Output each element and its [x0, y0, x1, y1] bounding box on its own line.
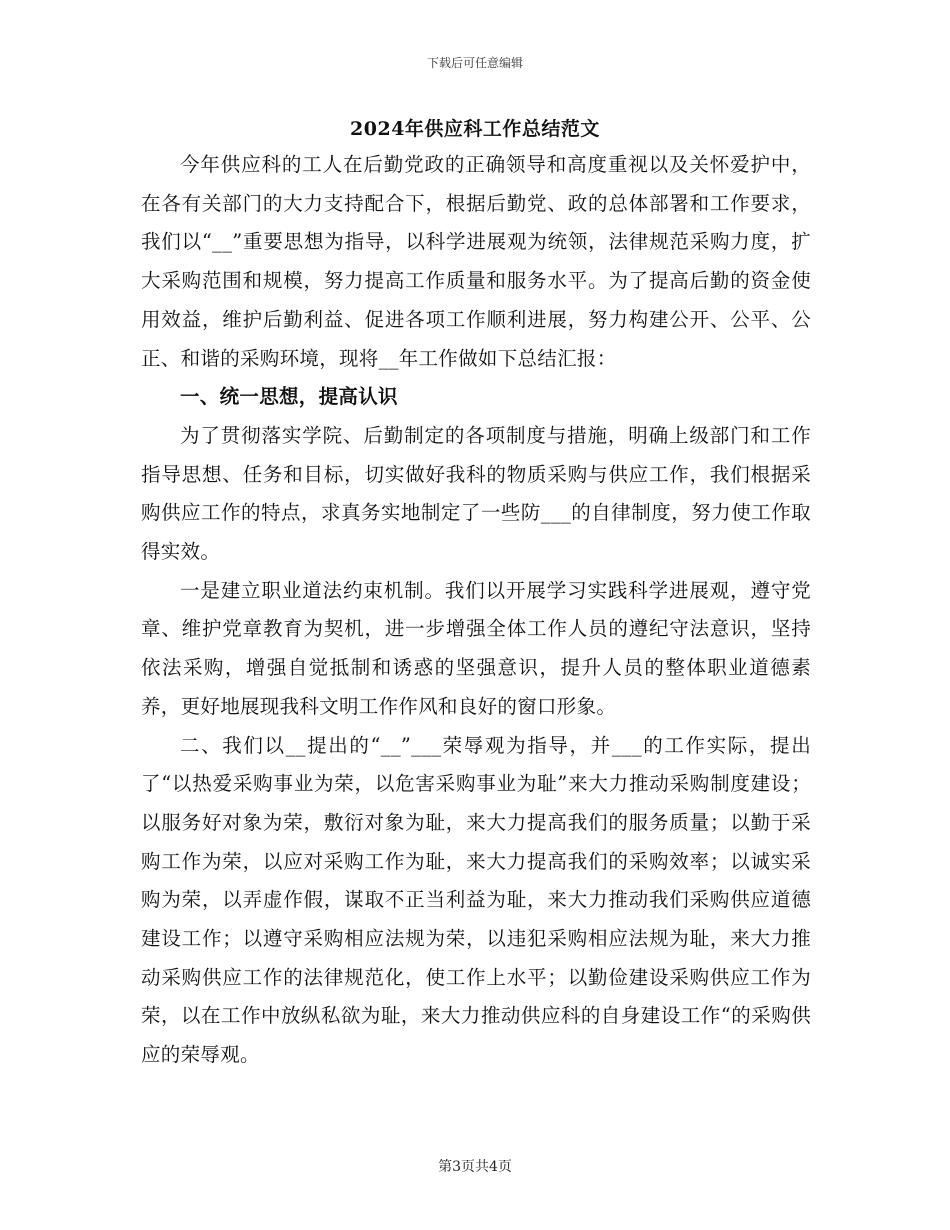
document-title: 2024年供应科工作总结范文: [350, 118, 600, 140]
paragraph-section1: 为了贯彻落实学院、后勤制定的各项制度与措施，明确上级部门和工作指导思想、任务和目标，切实做好我科的物质采购与供应工作，我们根据采购供应工作的特点，求真务实地制定了一些防___的自律制度，努力使工作取得实效。: [141, 423, 811, 564]
paragraph-intro: 今年供应科的工人在后勤党政的正确领导和高度重视以及关怀爱护中，在各有关部门的大力支持配合下，根据后勤党、政的总体部署和工作要求，我们以“__”重要思想为指导，以科学进展观为统领，法律规范采购力度，扩大采购范围和规模，努力提高工作质量和服务水平。为了提高后勤的资金使用效益，维护后勤利益、促进各项工作顺利进展，努力构建公开、公平、公正、和谐的采购环境，现将__年工作做如下总结汇报：: [141, 153, 811, 370]
paragraph-section2: 二、我们以__提出的“__”___荣辱观为指导，并___的工作实际，提出了“以热爱采购事业为荣，以危害采购事业为耻”来大力推动采购制度建设；以服务好对象为荣，敷衍对象为耻，来大力提高我们的服务质量；以勤于采购工作为荣，以应对采购工作为耻，来大力提高我们的采购效率；以诚实采购为荣，以弄虚作假，谋取不正当利益为耻，来大力推动我们采购供应道德建设工作；以遵守采购相应法规为荣，以违犯采购相应法规为耻，来大力推动采购供应工作的法律规范化，使工作上水平；以勤俭建设采购供应工作为荣，以在工作中放纵私欲为耻，来大力推动供应科的自身建设工作“的采购供应的荣辱观。: [141, 733, 811, 1067]
document-body: [141, 146, 811, 1075]
header-note: 下载后可任意编辑: [426, 56, 523, 70]
page-number: 第3页共4页: [438, 1159, 512, 1175]
section-heading-1: 一、统一思想，提高认识: [180, 385, 398, 409]
paragraph-mechanism: 一是建立职业道法约束机制。我们以开展学习实践科学进展观，遵守党章、维护党章教育为契机，进一步增强全体工作人员的遵纪守法意识，坚持依法采购，增强自觉抵制和诱惑的坚强意识，提升人员的整体职业道德素养，更好地展现我科文明工作作风和良好的窗口形象。: [141, 578, 811, 718]
